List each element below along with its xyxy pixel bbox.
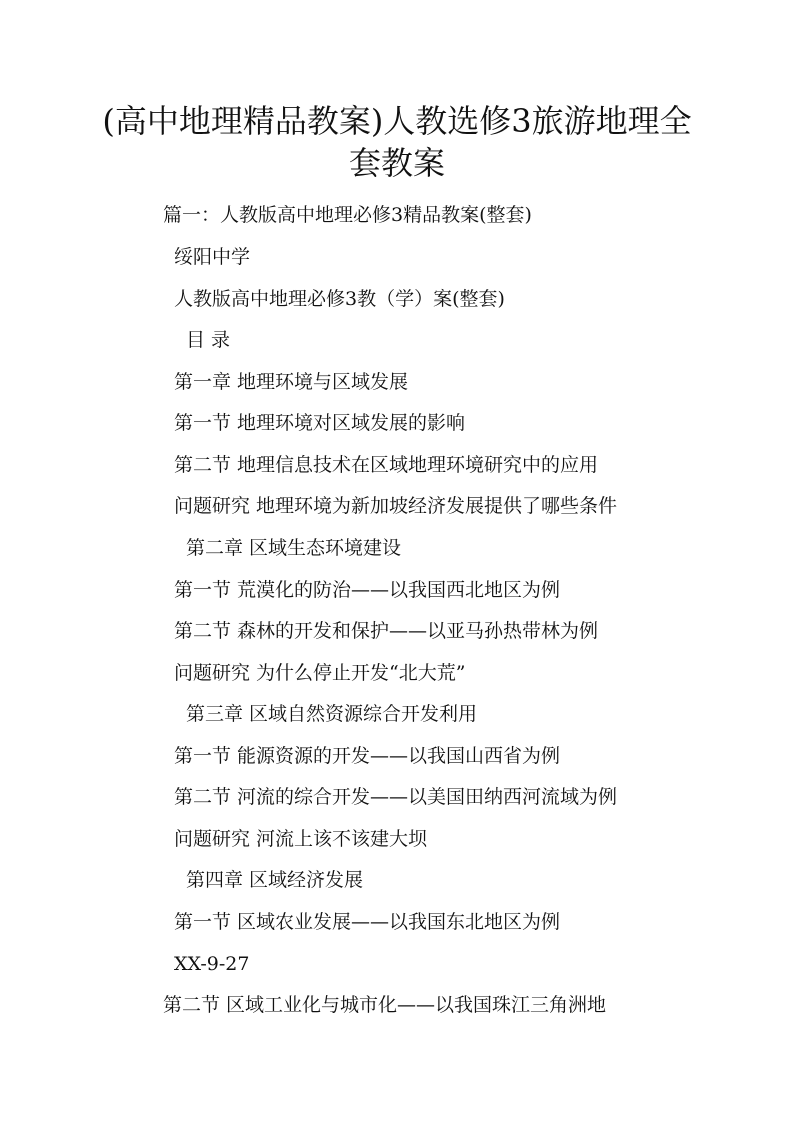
toc-chapter-2: 第二章 区域生态环境建设 <box>186 537 402 559</box>
toc-section: 第一节 地理环境对区域发展的影响 <box>174 412 466 434</box>
toc-section: 第一节 荒漠化的防治——以我国西北地区为例 <box>174 579 561 601</box>
toc-section: 第二节 区域工业化与城市化——以我国珠江三角洲地 <box>163 994 607 1016</box>
toc-research: 问题研究 为什么停止开发“北大荒” <box>174 662 466 684</box>
toc-section: 第二节 森林的开发和保护——以亚马孙热带林为例 <box>174 620 599 642</box>
toc-research: 问题研究 地理环境为新加坡经济发展提供了哪些条件 <box>174 495 618 517</box>
toc-chapter-1: 第一章 地理环境与区域发展 <box>174 371 409 393</box>
toc-chapter-3: 第三章 区域自然资源综合开发利用 <box>186 703 478 725</box>
date-text: XX-9-27 <box>174 953 250 975</box>
toc-section: 第二节 地理信息技术在区域地理环境研究中的应用 <box>174 454 599 476</box>
document-title: (高中地理精品教案)人教选修3旅游地理全套教案 <box>102 102 692 182</box>
section-heading: 篇一：人教版高中地理必修3精品教案(整套) <box>163 204 532 226</box>
toc-section: 第一节 区域农业发展——以我国东北地区为例 <box>174 911 561 933</box>
toc-section: 第一节 能源资源的开发——以我国山西省为例 <box>174 745 561 767</box>
toc-heading: 目 录 <box>186 329 231 351</box>
school-name: 绥阳中学 <box>174 246 251 268</box>
subtitle-line: 人教版高中地理必修3教（学）案(整套) <box>174 288 505 310</box>
toc-chapter-4: 第四章 区域经济发展 <box>186 869 364 891</box>
toc-section: 第二节 河流的综合开发——以美国田纳西河流域为例 <box>174 786 618 808</box>
toc-research: 问题研究 河流上该不该建大坝 <box>174 828 428 850</box>
